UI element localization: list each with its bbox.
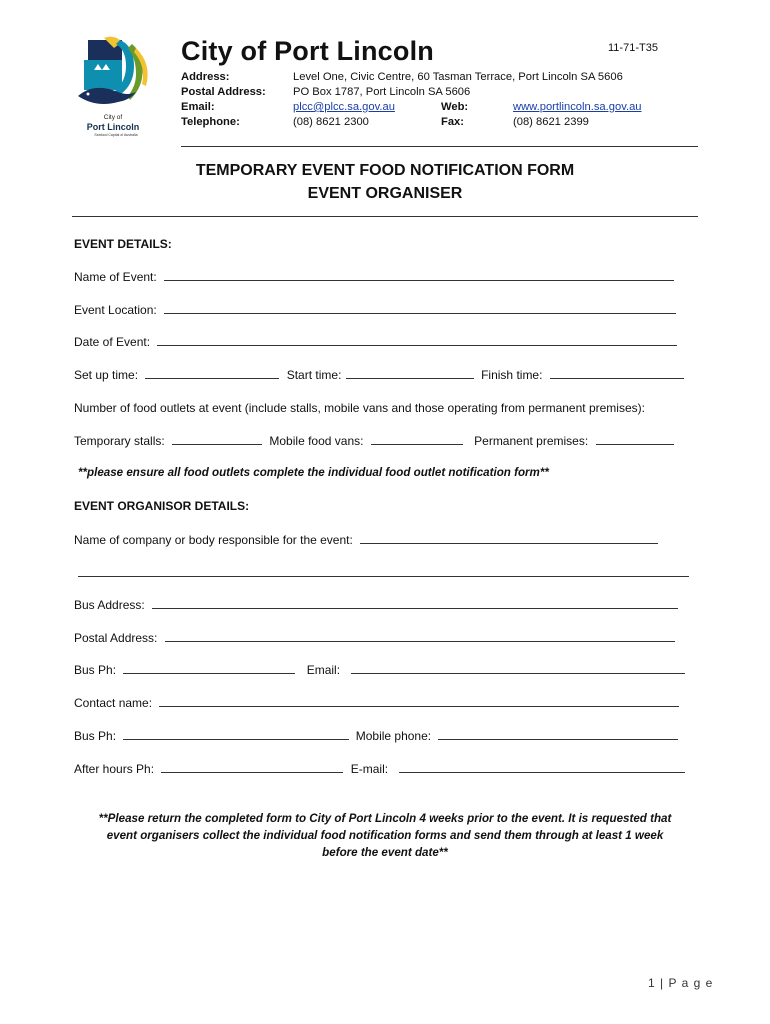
header-divider [181,146,698,147]
postal-address-label: Postal Address: [181,86,266,98]
mobile-phone-label: Mobile phone: [355,729,432,743]
company-label: Name of company or body responsible for the event: [74,533,353,547]
bus-ph2-field[interactable] [123,729,349,740]
page-number: 1 [648,976,656,990]
closing-note-line1: **Please return the completed form to City of Port Lincoln 4 weeks prior to the event. It is requested that [98,812,672,825]
organiser-postal-field[interactable] [165,631,675,642]
organiser-postal-label: Postal Address: [74,631,158,645]
form-title-line1: TEMPORARY EVENT FOOD NOTIFICATION FORM [195,162,575,179]
event-details-heading: EVENT DETAILS: [74,237,172,251]
company-row-2 [74,566,689,580]
event-name-row [74,270,674,284]
event-location-row [74,303,676,317]
phone-email-row [74,663,685,677]
finish-time-field[interactable] [550,368,684,379]
company-field[interactable] [360,533,658,544]
city-logo [74,34,158,140]
after-hours-label: After hours Ph: [74,762,155,776]
company-field-2[interactable] [78,566,689,577]
outlet-form-note: **please ensure all food outlets complete the individual food outlet notification form** [78,466,549,479]
postal-address-value: PO Box 1787, Port Lincoln SA 5606 [293,86,471,98]
logo-city-of-text: City of [103,114,123,121]
fax-label: Fax: [441,116,465,128]
contact-name-row [74,696,679,710]
event-name-field[interactable] [164,270,674,281]
address-value: Level One, Civic Centre, 60 Tasman Terrace, Port Lincoln SA 5606 [293,71,623,83]
bus-address-field[interactable] [152,598,678,609]
telephone-label: Telephone: [181,116,240,128]
logo-port-lincoln-text: Port Lincoln [86,122,140,132]
fax-value: (08) 8621 2399 [513,116,589,128]
company-row [74,533,658,547]
page-footer [648,976,713,990]
web-link[interactable]: www.portlincoln.sa.gov.au [513,101,642,113]
closing-note-line3: before the event date** [322,846,448,859]
phone-mobile-row [74,729,678,743]
event-location-field[interactable] [164,303,676,314]
event-date-label: Date of Event: [74,335,151,349]
event-name-label: Name of Event: [74,270,157,284]
telephone-value: (08) 8621 2300 [293,116,369,128]
page-label: | P a g e [660,976,714,990]
bus-ph2-label: Bus Ph: [74,729,117,743]
permanent-premises-field[interactable] [596,434,674,445]
closing-note-line2: event organisers collect the individual food notification forms and send them through at least 1 week [106,829,664,842]
address-label: Address: [181,71,230,83]
event-location-label: Event Location: [74,303,157,317]
bus-address-label: Bus Address: [74,598,145,612]
finish-time-label: Finish time: [481,368,543,382]
mobile-vans-label: Mobile food vans: [269,434,364,448]
bus-ph-label: Bus Ph: [74,663,117,677]
postal-address-row [74,631,675,645]
temp-stalls-label: Temporary stalls: [74,434,165,448]
start-time-label: Start time: [286,368,342,382]
email-label: Email: [181,101,215,113]
city-title: City of Port Lincoln [181,36,434,66]
outlet-counts-row [74,434,674,448]
form-code: 11-71-T35 [608,42,658,54]
event-date-field[interactable] [157,335,677,346]
organiser-details-heading: EVENT ORGANISOR DETAILS: [74,499,250,513]
food-outlets-label: Number of food outlets at event (include stalls, mobile vans and those operating from permanent premises): [74,401,645,415]
after-hours-row [74,762,685,776]
mobile-phone-field[interactable] [438,729,678,740]
organiser-email2-field[interactable] [399,762,685,773]
setup-time-field[interactable] [145,368,279,379]
event-date-row [74,335,677,349]
temp-stalls-field[interactable] [172,434,262,445]
web-label: Web: [441,101,469,113]
after-hours-field[interactable] [161,762,343,773]
times-row [74,368,684,382]
contact-name-field[interactable] [159,696,679,707]
title-divider [72,216,698,217]
organiser-email2-label: E-mail: [350,762,389,776]
email-link[interactable]: plcc@plcc.sa.gov.au [293,101,395,113]
organiser-email-label: Email: [306,663,341,677]
mobile-vans-field[interactable] [371,434,463,445]
organiser-email-field[interactable] [351,663,685,674]
bus-ph-field[interactable] [123,663,295,674]
contact-name-label: Contact name: [74,696,153,710]
permanent-premises-label: Permanent premises: [474,434,589,448]
logo-tagline: Seafood Capital of Australia [94,133,138,137]
setup-time-label: Set up time: [74,368,139,382]
start-time-field[interactable] [346,368,474,379]
bus-address-row [74,598,678,612]
form-title-line2: EVENT ORGANISER [307,185,463,202]
